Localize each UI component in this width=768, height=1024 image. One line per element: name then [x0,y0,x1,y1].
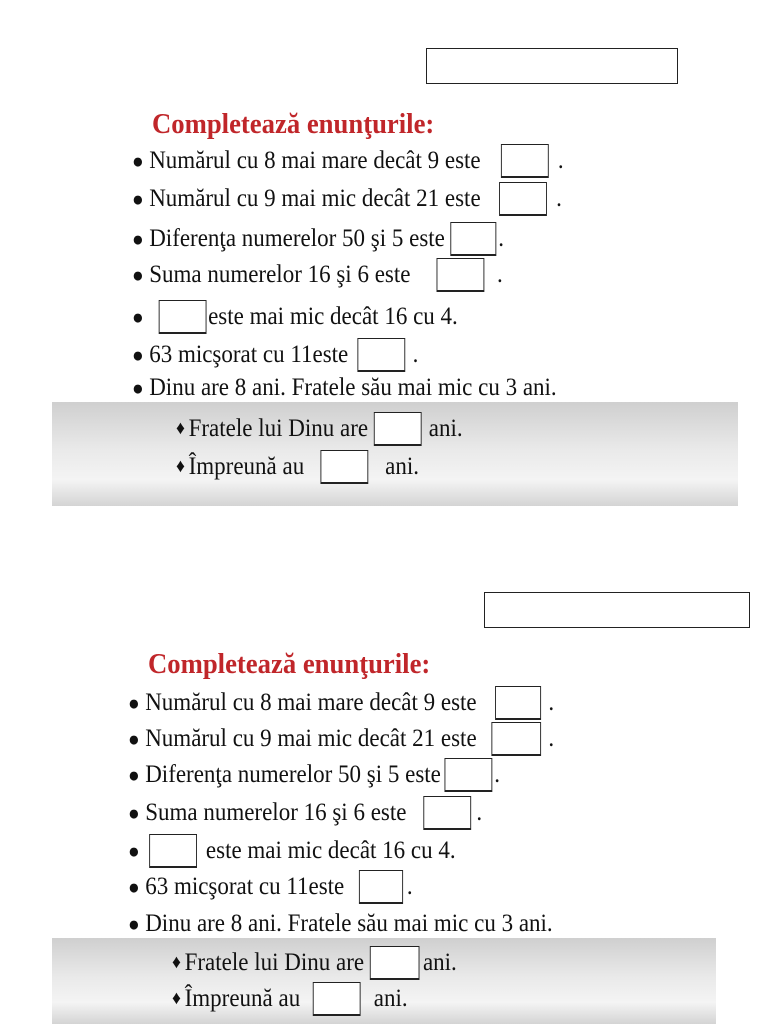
answer-box[interactable] [370,946,420,980]
statement-end: . [494,761,501,788]
statement-5 [128,834,456,868]
statement-end: . [548,725,555,752]
answer-box[interactable] [423,796,471,830]
statement-text: Diferenţa numerelor 50 şi 5 este [145,761,441,788]
bullet-icon: ● [132,375,144,400]
bullet-icon: ● [128,911,140,936]
worksheet-title: Completează enunţurile: [152,108,435,140]
substatement-end: ani. [428,415,463,442]
statement-text: Suma numerelor 16 şi 6 este [145,799,407,826]
substatement-2 [172,982,408,1016]
bullet-icon: ● [132,148,144,173]
statement-2 [128,722,554,756]
substatement-1 [172,946,457,980]
bullet-icon: ● [128,874,140,899]
bullet-icon: ● [128,762,140,787]
statement-end: . [412,341,419,368]
statement-end: . [557,147,564,174]
bullet-icon: ● [128,726,140,751]
statement-6 [128,870,413,904]
bullet-icon: ● [128,690,140,715]
substatement-end: ani. [373,985,408,1012]
substatement-text: Împreună au [188,453,305,480]
bullet-icon: ● [132,304,144,329]
answer-box[interactable] [359,870,403,904]
answer-box[interactable] [495,686,541,720]
answer-box[interactable] [149,834,197,868]
statement-end: este mai mic decât 16 cu 4. [208,303,458,330]
substatement-end: ani. [385,453,420,480]
bullet-icon: ● [132,262,144,287]
diamond-icon: ♦ [172,952,181,973]
statement-text: Dinu are 8 ani. Fratele său mai mic cu 3 ani. [149,374,557,401]
answer-box[interactable] [313,982,361,1016]
substatement-text: Împreună au [184,985,301,1012]
statement-text: Numărul cu 9 mai mic decât 21 este [145,725,477,752]
statement-3 [128,758,500,792]
statement-end: . [556,185,562,212]
statement-text: Numărul cu 8 mai mare decât 9 este [149,147,481,174]
bullet-icon: ● [132,342,144,367]
statement-text: 63 micşorat cu 11este [145,873,345,900]
statement-end: . [406,873,413,900]
statement-text: 63 micşorat cu 11este [149,341,349,368]
answer-box[interactable] [491,722,541,756]
bullet-icon: ● [132,226,144,251]
statement-end: . [498,225,505,252]
diamond-icon: ♦ [176,456,185,477]
diamond-icon: ♦ [172,988,181,1009]
statement-text: Diferenţa numerelor 50 şi 5 este [149,225,445,252]
statement-end: . [548,689,555,716]
substatement-text: Fratele lui Dinu are [188,415,369,442]
bullet-icon: ● [128,838,140,863]
substatement-end: ani. [422,949,457,976]
statement-end: este mai mic decât 16 cu 4. [205,837,456,864]
statement-text: Dinu are 8 ani. Fratele său mai mic cu 3 ani. [145,910,553,937]
statement-text: Numărul cu 9 mai mic decât 21 este [149,185,481,212]
statement-end: . [476,799,483,826]
statement-text: Suma numerelor 16 şi 6 este [149,261,411,288]
statement-4 [128,796,482,830]
diamond-icon: ♦ [176,418,185,439]
bullet-icon: ● [128,800,140,825]
statement-end: . [496,261,503,288]
bullet-icon: ● [132,186,144,211]
answer-box[interactable] [445,758,493,792]
statement-7 [128,910,553,938]
name-field[interactable] [484,592,750,628]
statement-text: Numărul cu 8 mai mare decât 9 este [145,689,477,716]
substatement-text: Fratele lui Dinu are [184,949,365,976]
worksheet-title: Completează enunţurile: [148,648,431,680]
statement-1 [128,686,554,720]
